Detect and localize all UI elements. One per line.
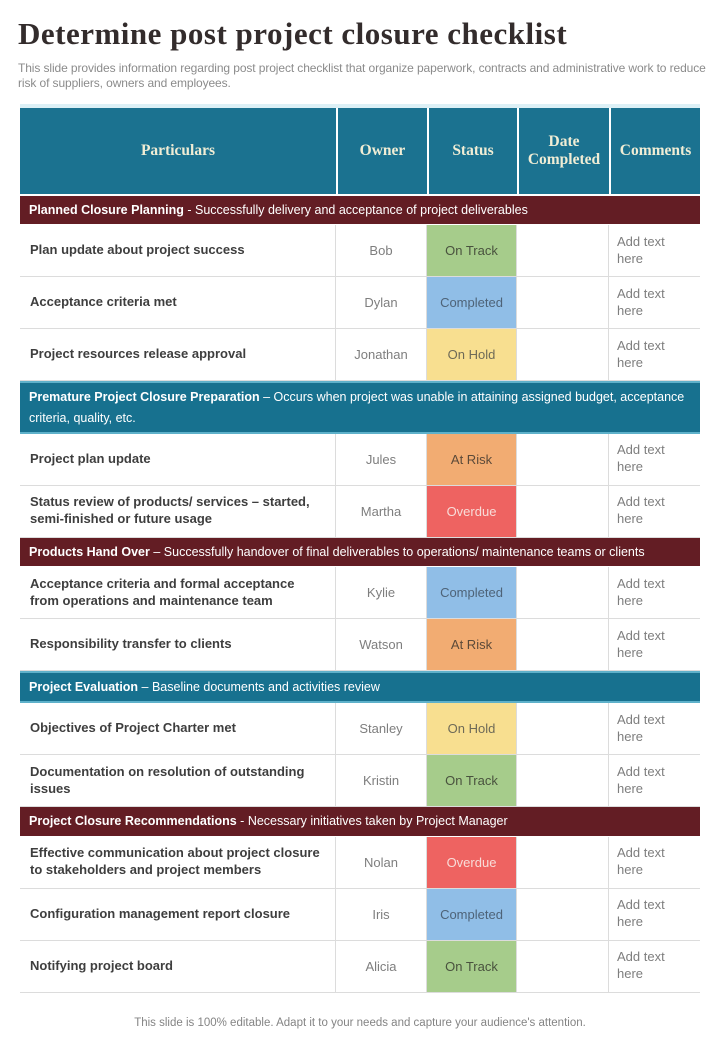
cell-date-completed xyxy=(517,434,609,485)
cell-status xyxy=(427,434,517,485)
footer-note: This slide is 100% editable. Adapt it to your needs and capture your audience's attention. xyxy=(134,1017,586,1029)
comments-placeholder: Add text here xyxy=(617,897,665,929)
status-badge: At Risk xyxy=(427,619,516,670)
status-badge: On Track xyxy=(427,225,516,276)
cell-comments[interactable] xyxy=(609,703,700,754)
section-title: Project Closure Recommendations xyxy=(29,814,237,829)
cell-comments[interactable] xyxy=(609,889,700,940)
table-row xyxy=(20,329,700,381)
section-separator: – xyxy=(138,680,152,694)
cell-owner: Martha xyxy=(336,486,427,537)
cell-comments[interactable] xyxy=(609,486,700,537)
cell-particulars: Notifying project board xyxy=(20,941,336,992)
cell-comments[interactable] xyxy=(609,567,700,618)
cell-owner: Jonathan xyxy=(336,329,427,380)
cell-comments[interactable] xyxy=(609,329,700,380)
comments-placeholder: Add text here xyxy=(617,845,665,877)
comments-placeholder: Add text here xyxy=(617,575,665,608)
cell-owner: Kristin xyxy=(336,755,427,806)
cell-status xyxy=(427,889,517,940)
comments-placeholder: Add text here xyxy=(617,442,665,475)
cell-particulars: Configuration management report closure xyxy=(20,889,336,940)
cell-particulars: Documentation on resolution of outstanding issues xyxy=(20,755,336,806)
cell-particulars: Plan update about project success xyxy=(20,225,336,276)
cell-date-completed xyxy=(517,329,609,380)
section-separator: - xyxy=(236,814,248,829)
cell-particulars: Responsibility transfer to clients xyxy=(20,619,336,670)
section-description: Necessary initiatives taken by Project Manager xyxy=(247,814,508,829)
status-badge: Completed xyxy=(427,567,516,618)
page-title: Determine post project closure checklist xyxy=(18,16,568,51)
table-header-row xyxy=(20,108,700,196)
table-row xyxy=(20,941,700,993)
cell-status xyxy=(427,837,517,888)
cell-date-completed xyxy=(517,567,609,618)
cell-date-completed xyxy=(517,619,609,670)
table-row xyxy=(20,486,700,538)
cell-particulars: Project resources release approval xyxy=(20,329,336,380)
status-badge: On Hold xyxy=(427,329,516,380)
cell-status xyxy=(427,619,517,670)
cell-particulars: Acceptance criteria and formal acceptance from operations and maintenance team xyxy=(20,567,336,618)
comments-placeholder: Add text here xyxy=(617,285,665,318)
section-row xyxy=(20,538,700,567)
cell-status xyxy=(427,567,517,618)
cell-date-completed xyxy=(517,755,609,806)
section-description: Occurs when project was unable in attaining assigned budget, acceptance criteria, quality, etc. xyxy=(29,390,685,425)
cell-status xyxy=(427,941,517,992)
comments-placeholder: Add text here xyxy=(617,763,665,796)
status-badge: Overdue xyxy=(427,837,516,888)
cell-comments[interactable] xyxy=(609,277,700,328)
cell-owner: Dylan xyxy=(336,277,427,328)
cell-status xyxy=(427,486,517,537)
cell-owner: Jules xyxy=(336,434,427,485)
comments-placeholder: Add text here xyxy=(617,627,665,660)
comments-placeholder: Add text here xyxy=(617,949,665,981)
cell-status xyxy=(427,755,517,806)
section-title: Products Hand Over xyxy=(29,544,150,559)
cell-date-completed xyxy=(517,703,609,754)
cell-comments[interactable] xyxy=(609,225,700,276)
table-row xyxy=(20,703,700,755)
header-cell-comments: Comments xyxy=(609,108,700,194)
cell-comments[interactable] xyxy=(609,755,700,806)
comments-placeholder: Add text here xyxy=(617,337,665,370)
status-badge: Completed xyxy=(427,889,516,940)
slide-subtitle: This slide provides information regarding post project checklist that organize paperwork, contracts and administrative work to reduce risk of suppliers, owners and employees. xyxy=(18,61,706,91)
section-title: Planned Closure Planning xyxy=(29,203,184,217)
cell-status xyxy=(427,329,517,380)
cell-comments[interactable] xyxy=(609,941,700,992)
section-row xyxy=(20,381,700,434)
status-badge: Overdue xyxy=(427,486,516,537)
table-row xyxy=(20,434,700,486)
cell-owner: Bob xyxy=(336,225,427,276)
cell-status xyxy=(427,277,517,328)
status-badge: On Track xyxy=(427,755,516,806)
section-description: Baseline documents and activities review xyxy=(151,680,380,694)
cell-date-completed xyxy=(517,837,609,888)
status-badge: On Track xyxy=(427,941,516,992)
cell-date-completed xyxy=(517,889,609,940)
header-cell-owner: Owner xyxy=(336,108,427,194)
cell-owner: Watson xyxy=(336,619,427,670)
header-cell-date-completed: Date Completed xyxy=(517,108,609,194)
checklist-table xyxy=(20,104,700,993)
table-row xyxy=(20,277,700,329)
section-description: Successfully delivery and acceptance of project deliverables xyxy=(195,203,528,217)
cell-status xyxy=(427,225,517,276)
table-row xyxy=(20,889,700,941)
status-badge: On Hold xyxy=(427,703,516,754)
cell-comments[interactable] xyxy=(609,619,700,670)
cell-comments[interactable] xyxy=(609,434,700,485)
cell-particulars: Objectives of Project Charter met xyxy=(20,703,336,754)
cell-owner: Stanley xyxy=(336,703,427,754)
section-separator: - xyxy=(183,203,195,217)
status-badge: At Risk xyxy=(427,434,516,485)
cell-owner: Kylie xyxy=(336,567,427,618)
cell-owner: Nolan xyxy=(336,837,427,888)
comments-placeholder: Add text here xyxy=(617,494,665,527)
section-title: Premature Project Closure Preparation xyxy=(29,390,260,405)
section-description: Successfully handover of final deliverables to operations/ maintenance teams or clients xyxy=(163,544,645,559)
table-row xyxy=(20,755,700,807)
cell-status xyxy=(427,703,517,754)
cell-owner: Iris xyxy=(336,889,427,940)
header-cell-status: Status xyxy=(427,108,517,194)
section-row xyxy=(20,807,700,836)
cell-particulars: Status review of products/ services – started, semi-finished or future usage xyxy=(20,486,336,537)
comments-placeholder: Add text here xyxy=(617,233,665,266)
table-row xyxy=(20,567,700,619)
cell-date-completed xyxy=(517,486,609,537)
cell-date-completed xyxy=(517,225,609,276)
cell-date-completed xyxy=(517,277,609,328)
table-row xyxy=(20,619,700,671)
header-cell-particulars: Particulars xyxy=(140,142,216,160)
section-title: Project Evaluation xyxy=(29,680,139,694)
cell-particulars: Effective communication about project closure to stakeholders and project members xyxy=(20,837,336,888)
table-body xyxy=(20,196,700,993)
section-separator: – xyxy=(259,390,274,405)
comments-placeholder: Add text here xyxy=(617,711,665,744)
cell-particulars: Project plan update xyxy=(20,434,336,485)
table-row xyxy=(20,225,700,277)
cell-comments[interactable] xyxy=(609,837,700,888)
status-badge: Completed xyxy=(427,277,516,328)
cell-particulars: Acceptance criteria met xyxy=(20,277,336,328)
cell-date-completed xyxy=(517,941,609,992)
table-row xyxy=(20,837,700,889)
cell-owner: Alicia xyxy=(336,941,427,992)
section-row xyxy=(20,196,700,225)
section-separator: – xyxy=(149,544,164,559)
section-row xyxy=(20,671,700,703)
